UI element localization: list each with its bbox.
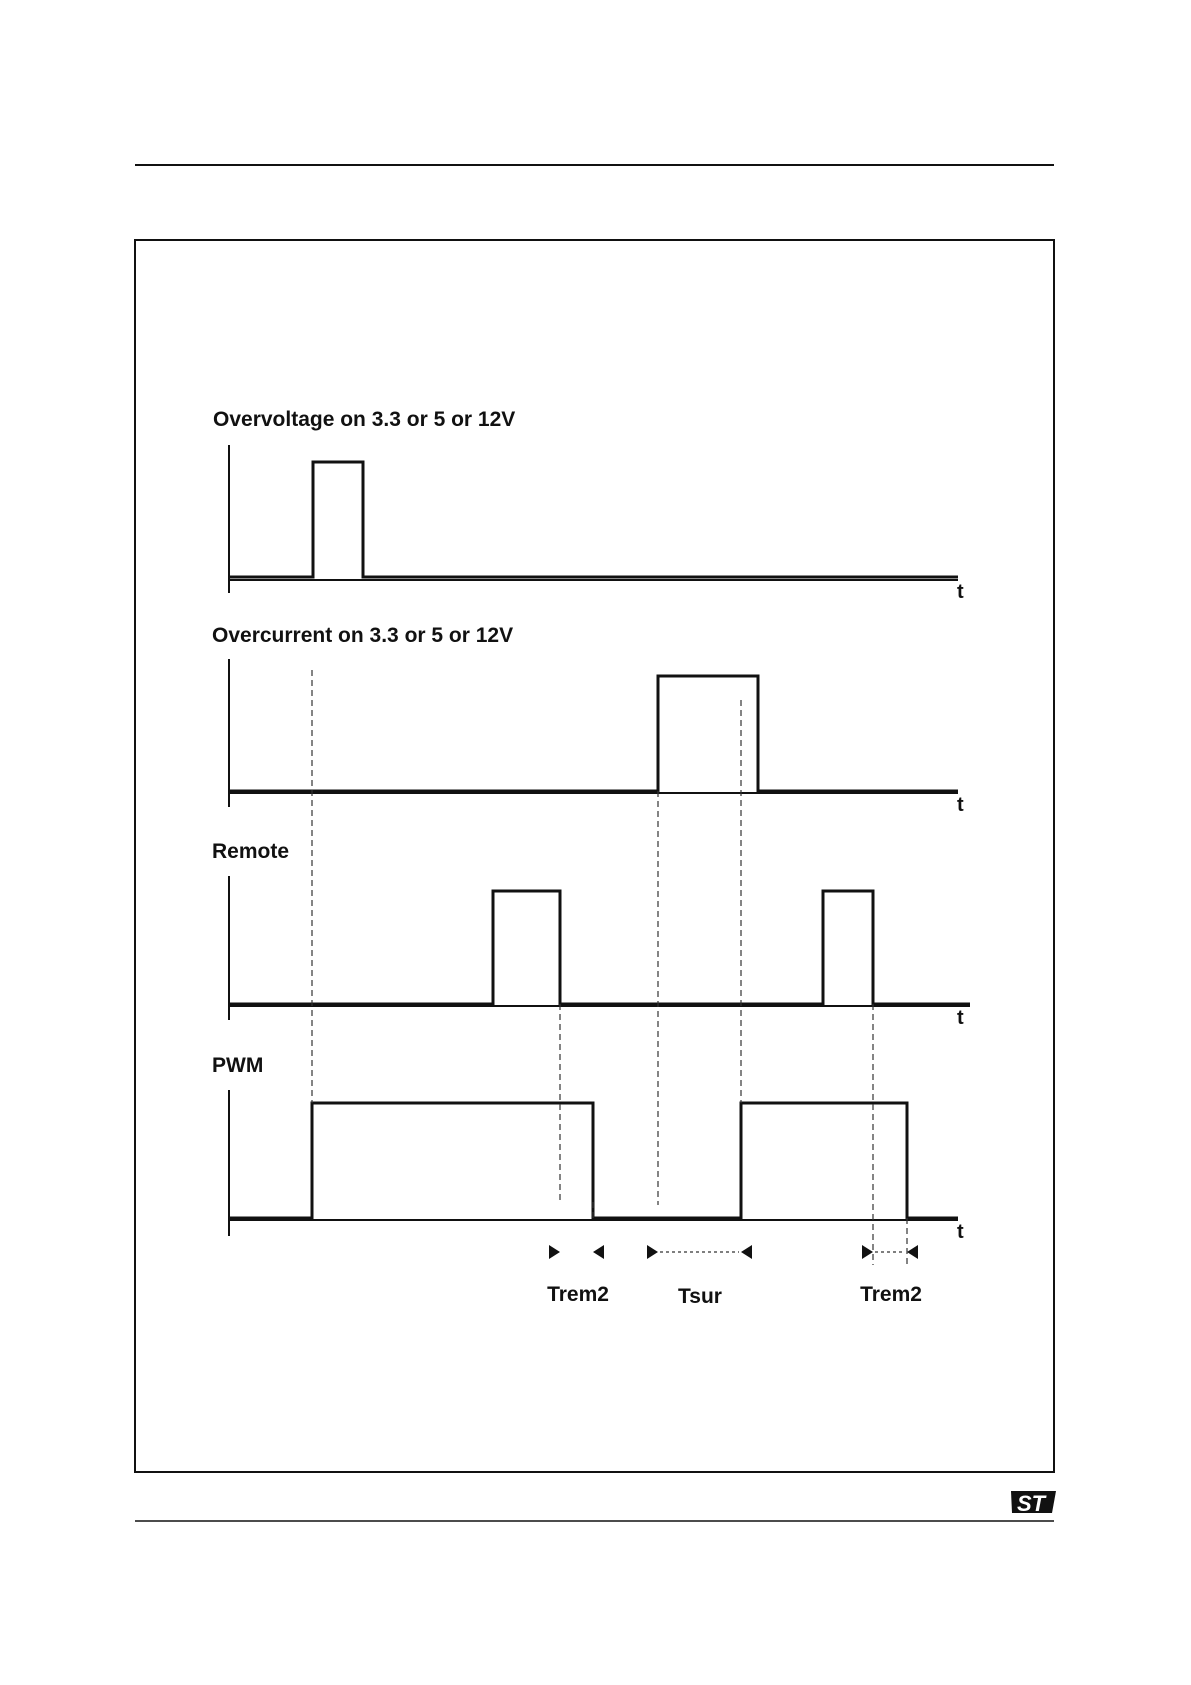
overcurrent-t-label: t <box>957 794 964 816</box>
tsur-label: Tsur <box>678 1285 722 1308</box>
pwm-signal <box>212 1054 964 1243</box>
pwm-title: PWM <box>212 1054 264 1077</box>
trem2-second-label: Trem2 <box>860 1283 922 1306</box>
trem2-second-right-arrow-icon <box>907 1245 918 1259</box>
pwm-t-label: t <box>957 1221 964 1243</box>
guide-lines <box>312 670 907 1265</box>
overcurrent-signal <box>212 624 964 816</box>
tsur-left-arrow-icon <box>647 1245 658 1259</box>
overvoltage-signal <box>213 408 964 603</box>
timing-marker-trem2-first <box>547 1245 609 1306</box>
st-logo-text: ST <box>1017 1491 1046 1516</box>
timing-marker-tsur <box>647 1245 752 1308</box>
timing-marker-trem2-second <box>860 1245 922 1306</box>
overvoltage-waveform <box>229 462 958 577</box>
remote-waveform <box>229 891 970 1004</box>
trem2-first-label: Trem2 <box>547 1283 609 1306</box>
trem2-left-arrow-icon <box>549 1245 560 1259</box>
remote-signal <box>212 840 970 1029</box>
st-logo-icon <box>1011 1491 1056 1516</box>
pwm-waveform <box>229 1103 958 1218</box>
overvoltage-t-label: t <box>957 581 964 603</box>
trem2-second-left-arrow-icon <box>862 1245 873 1259</box>
trem2-right-arrow-icon <box>593 1245 604 1259</box>
overvoltage-title: Overvoltage on 3.3 or 5 or 12V <box>213 408 516 431</box>
tsur-right-arrow-icon <box>741 1245 752 1259</box>
overcurrent-waveform <box>229 676 958 791</box>
remote-t-label: t <box>957 1007 964 1029</box>
overcurrent-title: Overcurrent on 3.3 or 5 or 12V <box>212 624 514 647</box>
remote-title: Remote <box>212 840 290 863</box>
